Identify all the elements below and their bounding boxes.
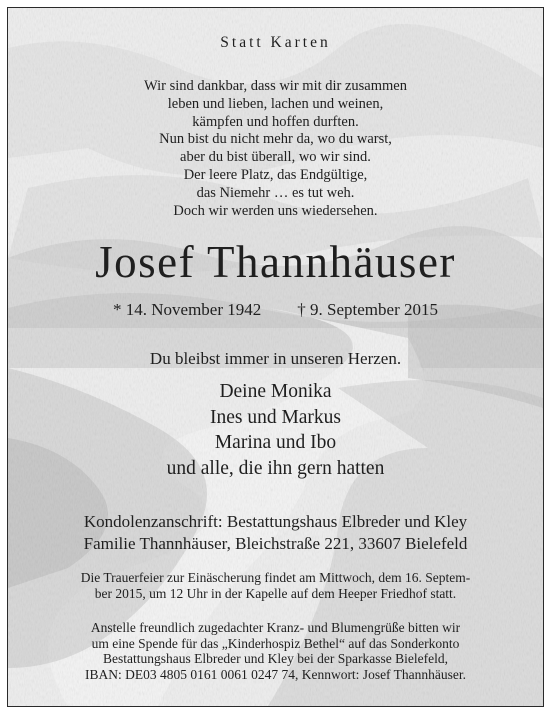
poem-line: Nun bist du nicht mehr da, wo du warst,	[159, 131, 392, 148]
notice-content	[8, 8, 543, 706]
donation-line: IBAN: DE03 4805 0161 0061 0247 74, Kennwort: Josef Thannhäuser.	[84, 666, 467, 682]
deceased-name: Josef Thannhäuser	[95, 237, 456, 287]
donation-paragraph	[22, 620, 529, 682]
donation-line: Bestattungshaus Elbreder und Kley bei der Sparkasse Bielefeld,	[103, 651, 448, 667]
donation-line: um eine Spende für das „Kinderhospiz Bethel“ auf das Sonderkonto	[91, 635, 460, 651]
donation-line: Anstelle freundlich zugedachter Kranz- und Blumengrüße bitten wir	[90, 620, 461, 635]
poem-line: Doch wir werden uns wiedersehen.	[173, 202, 378, 219]
birth-date: * 14. November 1942	[113, 300, 262, 319]
life-dates	[8, 300, 543, 320]
poem	[8, 78, 543, 220]
header-statt-karten: Statt Karten	[220, 34, 331, 51]
funeral-paragraph	[22, 570, 529, 601]
death-date: † 9. September 2015	[297, 300, 438, 319]
funeral-line: ber 2015, um 12 Uhr in der Kapelle auf dem Heeper Friedhof statt.	[94, 585, 457, 601]
mourner: und alle, die ihn gern hatten	[166, 457, 385, 479]
address-line: Kondolenzanschrift: Bestattungshaus Elbreder und Kley	[83, 512, 468, 531]
poem-line: aber du bist überall, wo wir sind.	[180, 149, 371, 166]
poem-line: das Niemehr … es tut weh.	[196, 184, 355, 201]
address-line: Familie Thannhäuser, Bleichstraße 221, 33607 Bielefeld	[83, 534, 468, 553]
poem-line: Wir sind dankbar, dass wir mit dir zusammen	[143, 78, 407, 94]
obituary-notice	[7, 7, 544, 707]
remembrance-line: Du bleibst immer in unseren Herzen.	[149, 349, 402, 368]
poem-line: Der leere Platz, das Endgültige,	[183, 166, 368, 183]
condolence-address	[8, 511, 543, 555]
funeral-line: Die Trauerfeier zur Einäscherung findet am Mittwoch, dem 16. Septem-	[80, 570, 471, 585]
poem-line: leben und lieben, lachen und weinen,	[167, 95, 384, 112]
mourner: Deine Monika	[219, 381, 332, 402]
poem-line: kämpfen und hoffen durften.	[192, 113, 359, 130]
mourners-list	[8, 379, 543, 481]
mourner: Marina und Ibo	[214, 432, 337, 453]
mourner: Ines und Markus	[209, 406, 342, 428]
